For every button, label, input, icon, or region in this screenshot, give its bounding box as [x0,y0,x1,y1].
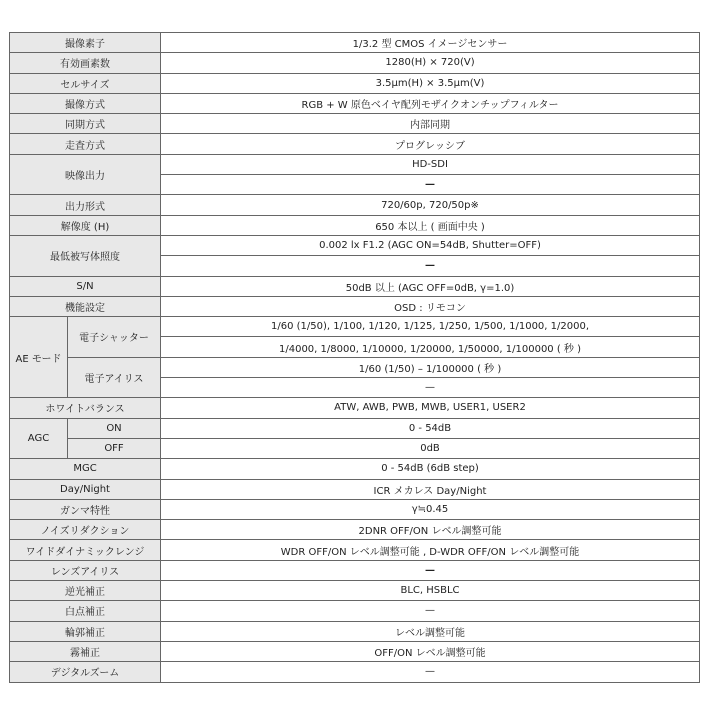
spec-row-scan-method [10,134,700,154]
value-day-night: ICR メカレス Day/Night [161,479,700,499]
label-noise-reduction: ノイズリダクション [10,520,161,540]
spec-row-video-output [10,154,700,174]
value-sync-method: 内部同期 [161,114,700,134]
label-digital-zoom: デジタルズーム [10,662,161,682]
spec-row-agc-on [10,418,700,438]
spec-row-function-setting [10,296,700,316]
value-effective-pixels: 1280(H) × 720(V) [161,53,700,73]
label-video-output: 映像出力 [10,154,161,195]
spec-table [9,32,700,683]
spec-row-cell-size [10,73,700,93]
spec-row-wdr [10,540,700,560]
label-day-night: Day/Night [10,479,161,499]
value-cell-size: 3.5μm(H) × 3.5μm(V) [161,73,700,93]
value-electronic-shutter-1: 1/60 (1/50), 1/100, 1/120, 1/125, 1/250, 1/500, 1/1000, 1/2000, [161,317,700,337]
spec-row-resolution [10,215,700,235]
spec-row-image-sensor [10,33,700,53]
label-lens-iris: レンズアイリス [10,560,161,580]
spec-row-agc-off [10,438,700,458]
value-gamma: γ≒0.45 [161,499,700,519]
value-edge-enhance: レベル調整可能 [161,621,700,641]
spec-row-imaging-method [10,93,700,113]
spec-row-defog [10,641,700,661]
label-electronic-shutter: 電子シャッター [68,317,161,358]
value-imaging-method: RGB + W 原色ベイヤ配列モザイクオンチップフィルター [161,93,700,113]
spec-row-gamma [10,499,700,519]
label-function-setting: 機能設定 [10,296,161,316]
spec-row-ae-iris-1 [10,357,700,377]
label-edge-enhance: 輪郭補正 [10,621,161,641]
spec-row-backlight [10,581,700,601]
value-wdr: WDR OFF/ON レベル調整可能 , D-WDR OFF/ON レベル調整可能 [161,540,700,560]
label-ae-mode: AE モード [10,317,68,398]
label-agc-off: OFF [68,438,161,458]
value-function-setting: OSD : リモコン [161,296,700,316]
spec-row-day-night [10,479,700,499]
label-electronic-iris: 電子アイリス [68,357,161,398]
spec-row-digital-zoom [10,662,700,682]
spec-row-white-balance [10,398,700,418]
label-resolution: 解像度 (H) [10,215,161,235]
label-image-sensor: 撮像素子 [10,33,161,53]
value-video-output: HD-SDI [161,154,700,174]
spec-row-sync-method [10,114,700,134]
label-agc: AGC [10,418,68,459]
value-scan-method: プログレッシブ [161,134,700,154]
spec-row-effective-pixels [10,53,700,73]
value-defog: OFF/ON レベル調整可能 [161,641,700,661]
label-imaging-method: 撮像方式 [10,93,161,113]
value-sn: 50dB 以上 (AGC OFF=0dB, γ=1.0) [161,276,700,296]
spec-table-body [10,33,700,683]
value-white-spot: — [161,601,700,621]
spec-row-ae-shutter-1 [10,317,700,337]
label-backlight: 逆光補正 [10,581,161,601]
label-white-balance: ホワイトバランス [10,398,161,418]
spec-row-sn [10,276,700,296]
value-mgc: 0 - 54dB (6dB step) [161,459,700,479]
value-noise-reduction: 2DNR OFF/ON レベル調整可能 [161,520,700,540]
value-digital-zoom: — [161,662,700,682]
spec-row-noise-reduction [10,520,700,540]
spec-row-mgc [10,459,700,479]
label-wdr: ワイドダイナミックレンジ [10,540,161,560]
value-electronic-shutter-2: 1/4000, 1/8000, 1/10000, 1/20000, 1/50000, 1/100000 ( 秒 ) [161,337,700,357]
label-output-format: 出力形式 [10,195,161,215]
value-agc-off: 0dB [161,438,700,458]
label-scan-method: 走査方式 [10,134,161,154]
label-sync-method: 同期方式 [10,114,161,134]
value-video-output-2: — [161,175,700,195]
label-mgc: MGC [10,459,161,479]
value-agc-on: 0 - 54dB [161,418,700,438]
label-defog: 霧補正 [10,641,161,661]
value-min-illumination: 0.002 lx F1.2 (AGC ON=54dB, Shutter=OFF) [161,235,700,255]
label-white-spot: 白点補正 [10,601,161,621]
value-resolution: 650 本以上 ( 画面中央 ) [161,215,700,235]
spec-row-lens-iris [10,560,700,580]
label-agc-on: ON [68,418,161,438]
spec-row-min-illumination [10,235,700,255]
spec-row-white-spot [10,601,700,621]
value-image-sensor: 1/3.2 型 CMOS イメージセンサー [161,33,700,53]
label-gamma: ガンマ特性 [10,499,161,519]
label-cell-size: セルサイズ [10,73,161,93]
value-min-illumination-2: — [161,256,700,276]
value-electronic-iris-1: 1/60 (1/50) – 1/100000 ( 秒 ) [161,357,700,377]
value-backlight: BLC, HSBLC [161,581,700,601]
value-lens-iris: — [161,560,700,580]
spec-row-edge-enhance [10,621,700,641]
label-effective-pixels: 有効画素数 [10,53,161,73]
label-min-illumination: 最低被写体照度 [10,235,161,276]
spec-row-output-format [10,195,700,215]
value-output-format: 720/60p, 720/50p※ [161,195,700,215]
value-white-balance: ATW, AWB, PWB, MWB, USER1, USER2 [161,398,700,418]
label-sn: S/N [10,276,161,296]
value-electronic-iris-2: — [161,378,700,398]
